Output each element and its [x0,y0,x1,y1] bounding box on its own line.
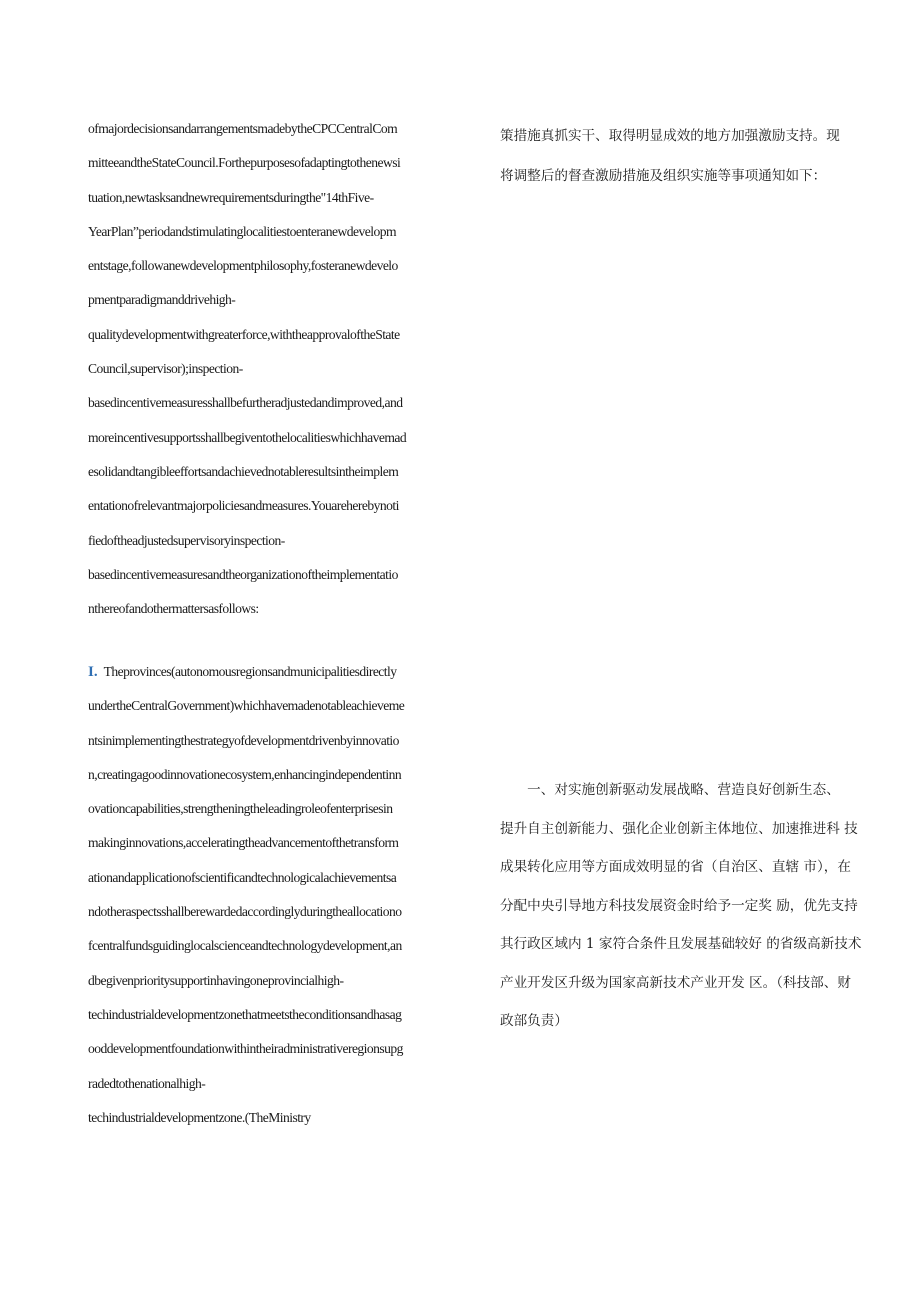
chinese-section-1 [500,771,892,1041]
text-line: ndotheraspectsshallberewardedaccordinglyduringtheallocationo [88,904,402,920]
text-line: 成果转化应用等方面成效明显的省（自治区、直辖 市），在 [500,859,851,875]
text-line: 政部负责） [500,1013,568,1029]
text-line: Theprovinces(autonomousregionsandmunicipalitiesdirectly [103,664,397,679]
text-line: esolidandtangibleeffortsandachievednotableresultsintheimplem [88,463,399,479]
text-line: 一、对实施创新驱动发展战略、营造良好创新生态、 [500,782,840,798]
text-line: fiedoftheadjustedsupervisoryinspection- [88,532,285,548]
text-line: makinginnovations,acceleratingtheadvancementofthetransform [88,835,399,851]
text-line: entationofrelevantmajorpoliciesandmeasures.Youareherebynoti [88,498,399,514]
chinese-intro-paragraph [500,116,892,196]
text-line: ofmajordecisionsandarrangementsmadebytheCPCCentralCom [88,121,398,136]
section-1-first-line [88,655,484,689]
text-line: techindustrialdevelopmentzonethatmeetstheconditionsandhasag [88,1006,402,1022]
text-line: n,creatingagoodinnovationecosystem,enhancingindependentinn [88,766,402,782]
text-line: ooddevelopmentfoundationwithintheiradministrativeregionsupg [88,1041,403,1057]
text-line: ntsinimplementingthestrategyofdevelopmentdrivenbyinnovatio [88,732,399,748]
text-line: Council,supervisor);inspection- [88,361,243,377]
english-section-1 [88,655,484,1135]
text-line: radedtothenationalhigh- [88,1075,206,1091]
text-line: techindustrialdevelopmentzone.(TheMinistry [88,1109,311,1125]
text-line: YearPlan”periodandstimulatinglocalitiestoenteranewdevelopm [88,223,396,239]
text-line: 其行政区域内 1 家符合条件且发展基础较好 的省级高新技术 [500,936,862,952]
text-line: 将调整后的督查激励措施及组织实施等事项通知如下： [500,168,827,184]
text-line: tuation,newtasksandnewrequirementsduringthe"14thFive- [88,189,374,205]
text-line: undertheCentralGovernment)whichhavemadenotableachieveme [88,698,405,714]
text-line: pmentparadigmanddrivehigh- [88,292,236,308]
text-line: basedincentivemeasuresandtheorganizationoftheimplementatio [88,566,398,582]
text-line: qualitydevelopmentwithgreaterforce,withtheapprovaloftheState [88,326,400,342]
text-line: fcentralfundsguidinglocalscienceandtechnologydevelopment,an [88,938,402,954]
text-line: ovationcapabilities,strengtheningtheleadingroleofenterprisesin [88,801,393,817]
text-line: 分配中央引导地方科技发展资金时给予一定奖 励，优先支持 [500,897,858,914]
text-line: 产业开发区升级为国家高新技术产业开发 区。（科技部、财 [500,974,851,991]
text-line: mitteeandtheStateCouncil.Forthepurposesofadaptingtothenewsi [88,155,401,171]
text-line: 策措施真抓实干、取得明显成效的地方加强激励支持。现 [500,128,840,144]
text-line: basedincentivemeasuresshallbefurtheradjustedandimproved,and [88,395,403,411]
text-line: dbegivenprioritysupportinhavingoneprovincialhigh- [88,972,344,988]
text-line: ationandapplicationofscientificandtechnologicalachievementsa [88,869,397,885]
text-line: entstage,followanewdevelopmentphilosophy,fosteranewdevelo [88,258,398,274]
section-numeral: I. [88,664,98,680]
text-line: nthereofandothermattersasfollows: [88,601,259,617]
english-intro-paragraph [88,112,484,626]
text-line: moreincentivesupportsshallbegiventothelocalitieswhichhavemad [88,429,407,445]
text-line: 提升自主创新能力、强化企业创新主体地位、加速推进科 技 [500,820,858,837]
